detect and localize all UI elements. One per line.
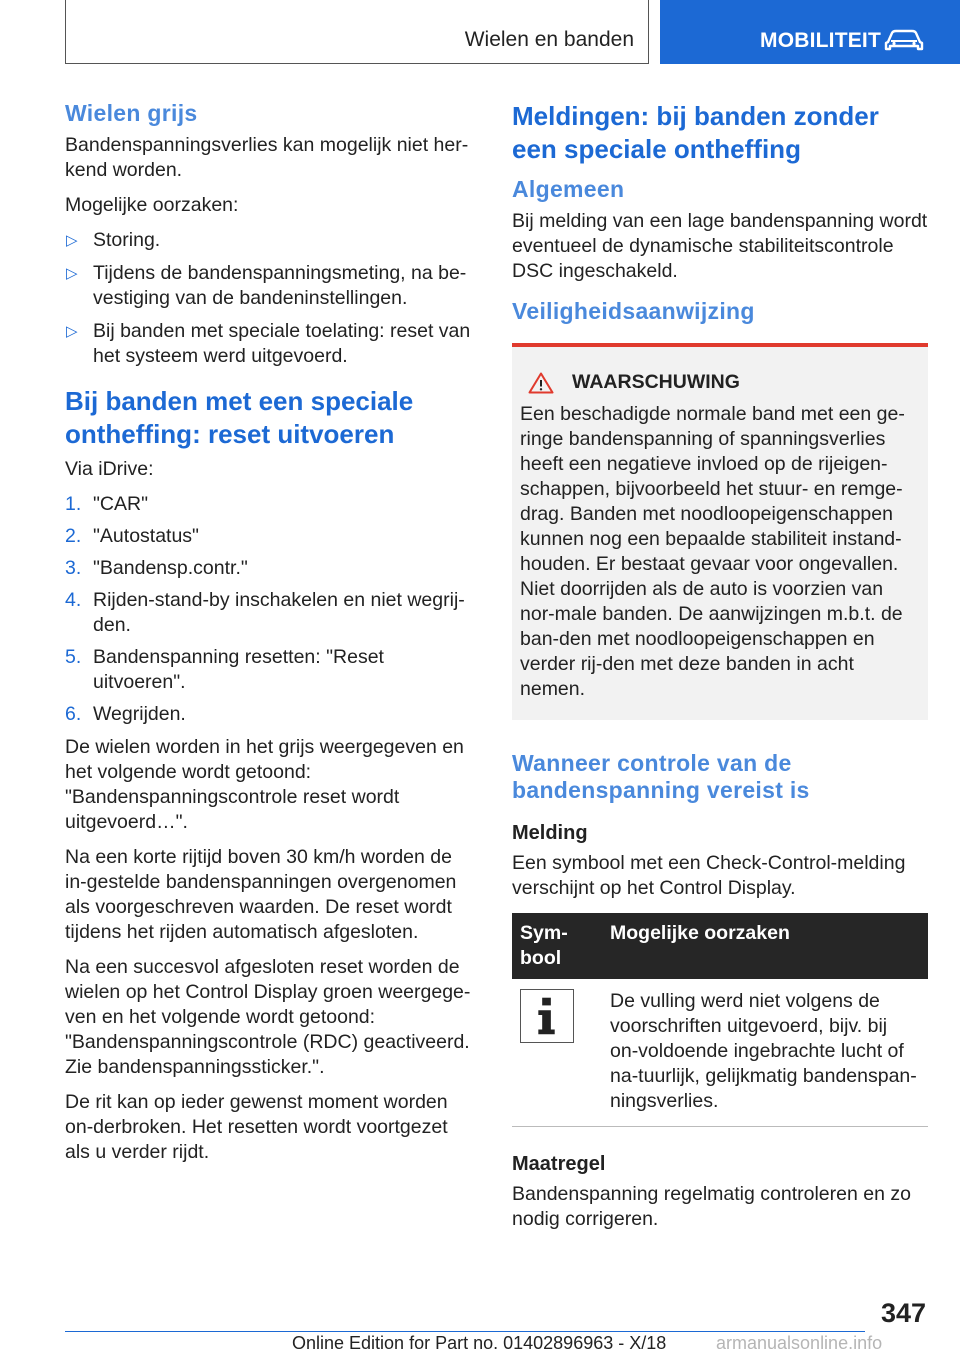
list-item: ▷ Bij banden met speciale toelating: reset van het systeem werd uitgevoerd. (66, 320, 471, 367)
step-item: 2. "Autostatus" (65, 525, 199, 547)
header-section-title: Wielen en banden (464, 28, 634, 51)
warning-triangle-icon (528, 372, 554, 394)
info-icon (520, 989, 574, 1043)
message-label: Melding (512, 822, 588, 844)
symbol-table (512, 913, 928, 1127)
step-item: 1. "CAR" (65, 493, 149, 515)
reset-steps (65, 492, 477, 727)
table-header-causes: Mogelijke oorzaken (602, 913, 928, 979)
warning-box (512, 343, 928, 720)
general-text: Bij melding van een lage bandenspanning wordt eventueel de dynamische stabiliteitscontrole DSC ingeschakeld. (512, 210, 928, 282)
header-chapter-tab[interactable] (660, 0, 960, 64)
wheels-grey-intro: Bandenspanningsverlies kan mogelijk niet her-kend worden. (65, 134, 469, 181)
step-item: 5. Bandenspanning resetten: "Reset uitvoeren". (65, 646, 384, 693)
causes-label: Mogelijke oorzaken: (65, 194, 239, 216)
list-item: ▷ Storing. (66, 229, 161, 251)
when-check-heading: Wanneer controle van de bandenspanning vereist is (512, 750, 810, 803)
reset-paragraph-1: De wielen worden in het grijs weergegeven en het volgende wordt getoond: "Bandenspanningscontrole reset wordt uitgevoerd…". (65, 736, 464, 833)
left-column (65, 100, 477, 1175)
right-column (512, 100, 928, 1242)
table-cell-cause: De vulling werd niet volgens de voorschriften uitgevoerd, bijv. bij on-voldoende ingebrachte lucht of na-tuurlijk, gelijkmatig bandenspan-ningsverlies. (602, 979, 928, 1127)
list-item: ▷ Tijdens de bandenspanningsmeting, na be-vestiging van de bandeninstellingen. (66, 262, 467, 309)
measure-text: Bandenspanning regelmatig controleren en zo nodig corrigeren. (512, 1183, 911, 1230)
footer-divider (65, 1331, 865, 1332)
car-icon (884, 28, 924, 52)
step-item: 3. "Bandensp.contr." (65, 557, 248, 579)
table-row (512, 979, 928, 1127)
safety-heading: Veiligheidsaanwijzing (512, 298, 755, 324)
step-item: 6. Wegrijden. (65, 703, 186, 725)
warning-title: WAARSCHUWING (528, 371, 920, 394)
footer-watermark: armanualsonline.info (716, 1333, 883, 1353)
triangle-bullet-icon: ▷ (66, 265, 78, 282)
page-number: 347 (880, 1298, 926, 1328)
triangle-bullet-icon: ▷ (66, 323, 78, 340)
messages-heading: Meldingen: bij banden zonder een speciale ontheffing (512, 101, 879, 164)
reset-paragraph-4: De rit kan op ieder gewenst moment worden on-derbroken. Het resetten wordt voortgezet als u verder rijdt. (65, 1091, 448, 1163)
general-heading: Algemeen (512, 176, 625, 202)
message-text: Een symbool met een Check-Control-melding verschijnt op het Control Display. (512, 852, 906, 899)
table-header-symbol: Sym-bool (512, 913, 602, 979)
reset-paragraph-3: Na een succesvol afgesloten reset worden de wielen op het Control Display groen weergege-ven en het volgende wordt getoond: "Bandenspanningscontrole (RDC) geactiveerd. Zie bandenspanningssticker.". (65, 956, 471, 1078)
via-idrive: Via iDrive: (65, 458, 154, 480)
wheels-grey-heading: Wielen grijs (65, 100, 198, 126)
header-section-box (65, 0, 649, 64)
reset-heading: Bij banden met een speciale ontheffing: reset uitvoeren (65, 386, 414, 449)
triangle-bullet-icon: ▷ (66, 232, 78, 249)
measure-label: Maatregel (512, 1153, 606, 1175)
step-item: 4. Rijden-stand-by inschakelen en niet wegrij-den. (65, 589, 465, 636)
warning-text: Een beschadigde normale band met een ge-ringe bandenspanning of spanningsverlies heeft een negatieve invloed op de rijeigen-schappen, bijvoorbeeld het stuur- en remge-drag. Banden met noodloopeigenschappen kunnen nog een bepaalde stabiliteit instand-houden. Er bestaat gevaar voor ongevallen. Niet doorrijden als de auto is voorzien van nor-male banden. De aanwijzingen m.b.t. de ban-den met noodloopeigenschappen en verder rij-den met deze banden in acht nemen. (520, 403, 905, 700)
causes-list (65, 228, 477, 369)
reset-paragraph-2: Na een korte rijtijd boven 30 km/h worden de in-gestelde bandenspanningen overgenomen als voorgeschreven waarden. De reset wordt tijdens het rijden automatisch afgesloten. (65, 846, 457, 943)
footer-edition: Online Edition for Part no. 01402896963 - X/18 (292, 1333, 667, 1353)
header-chapter-title: MOBILITEIT (760, 29, 881, 52)
